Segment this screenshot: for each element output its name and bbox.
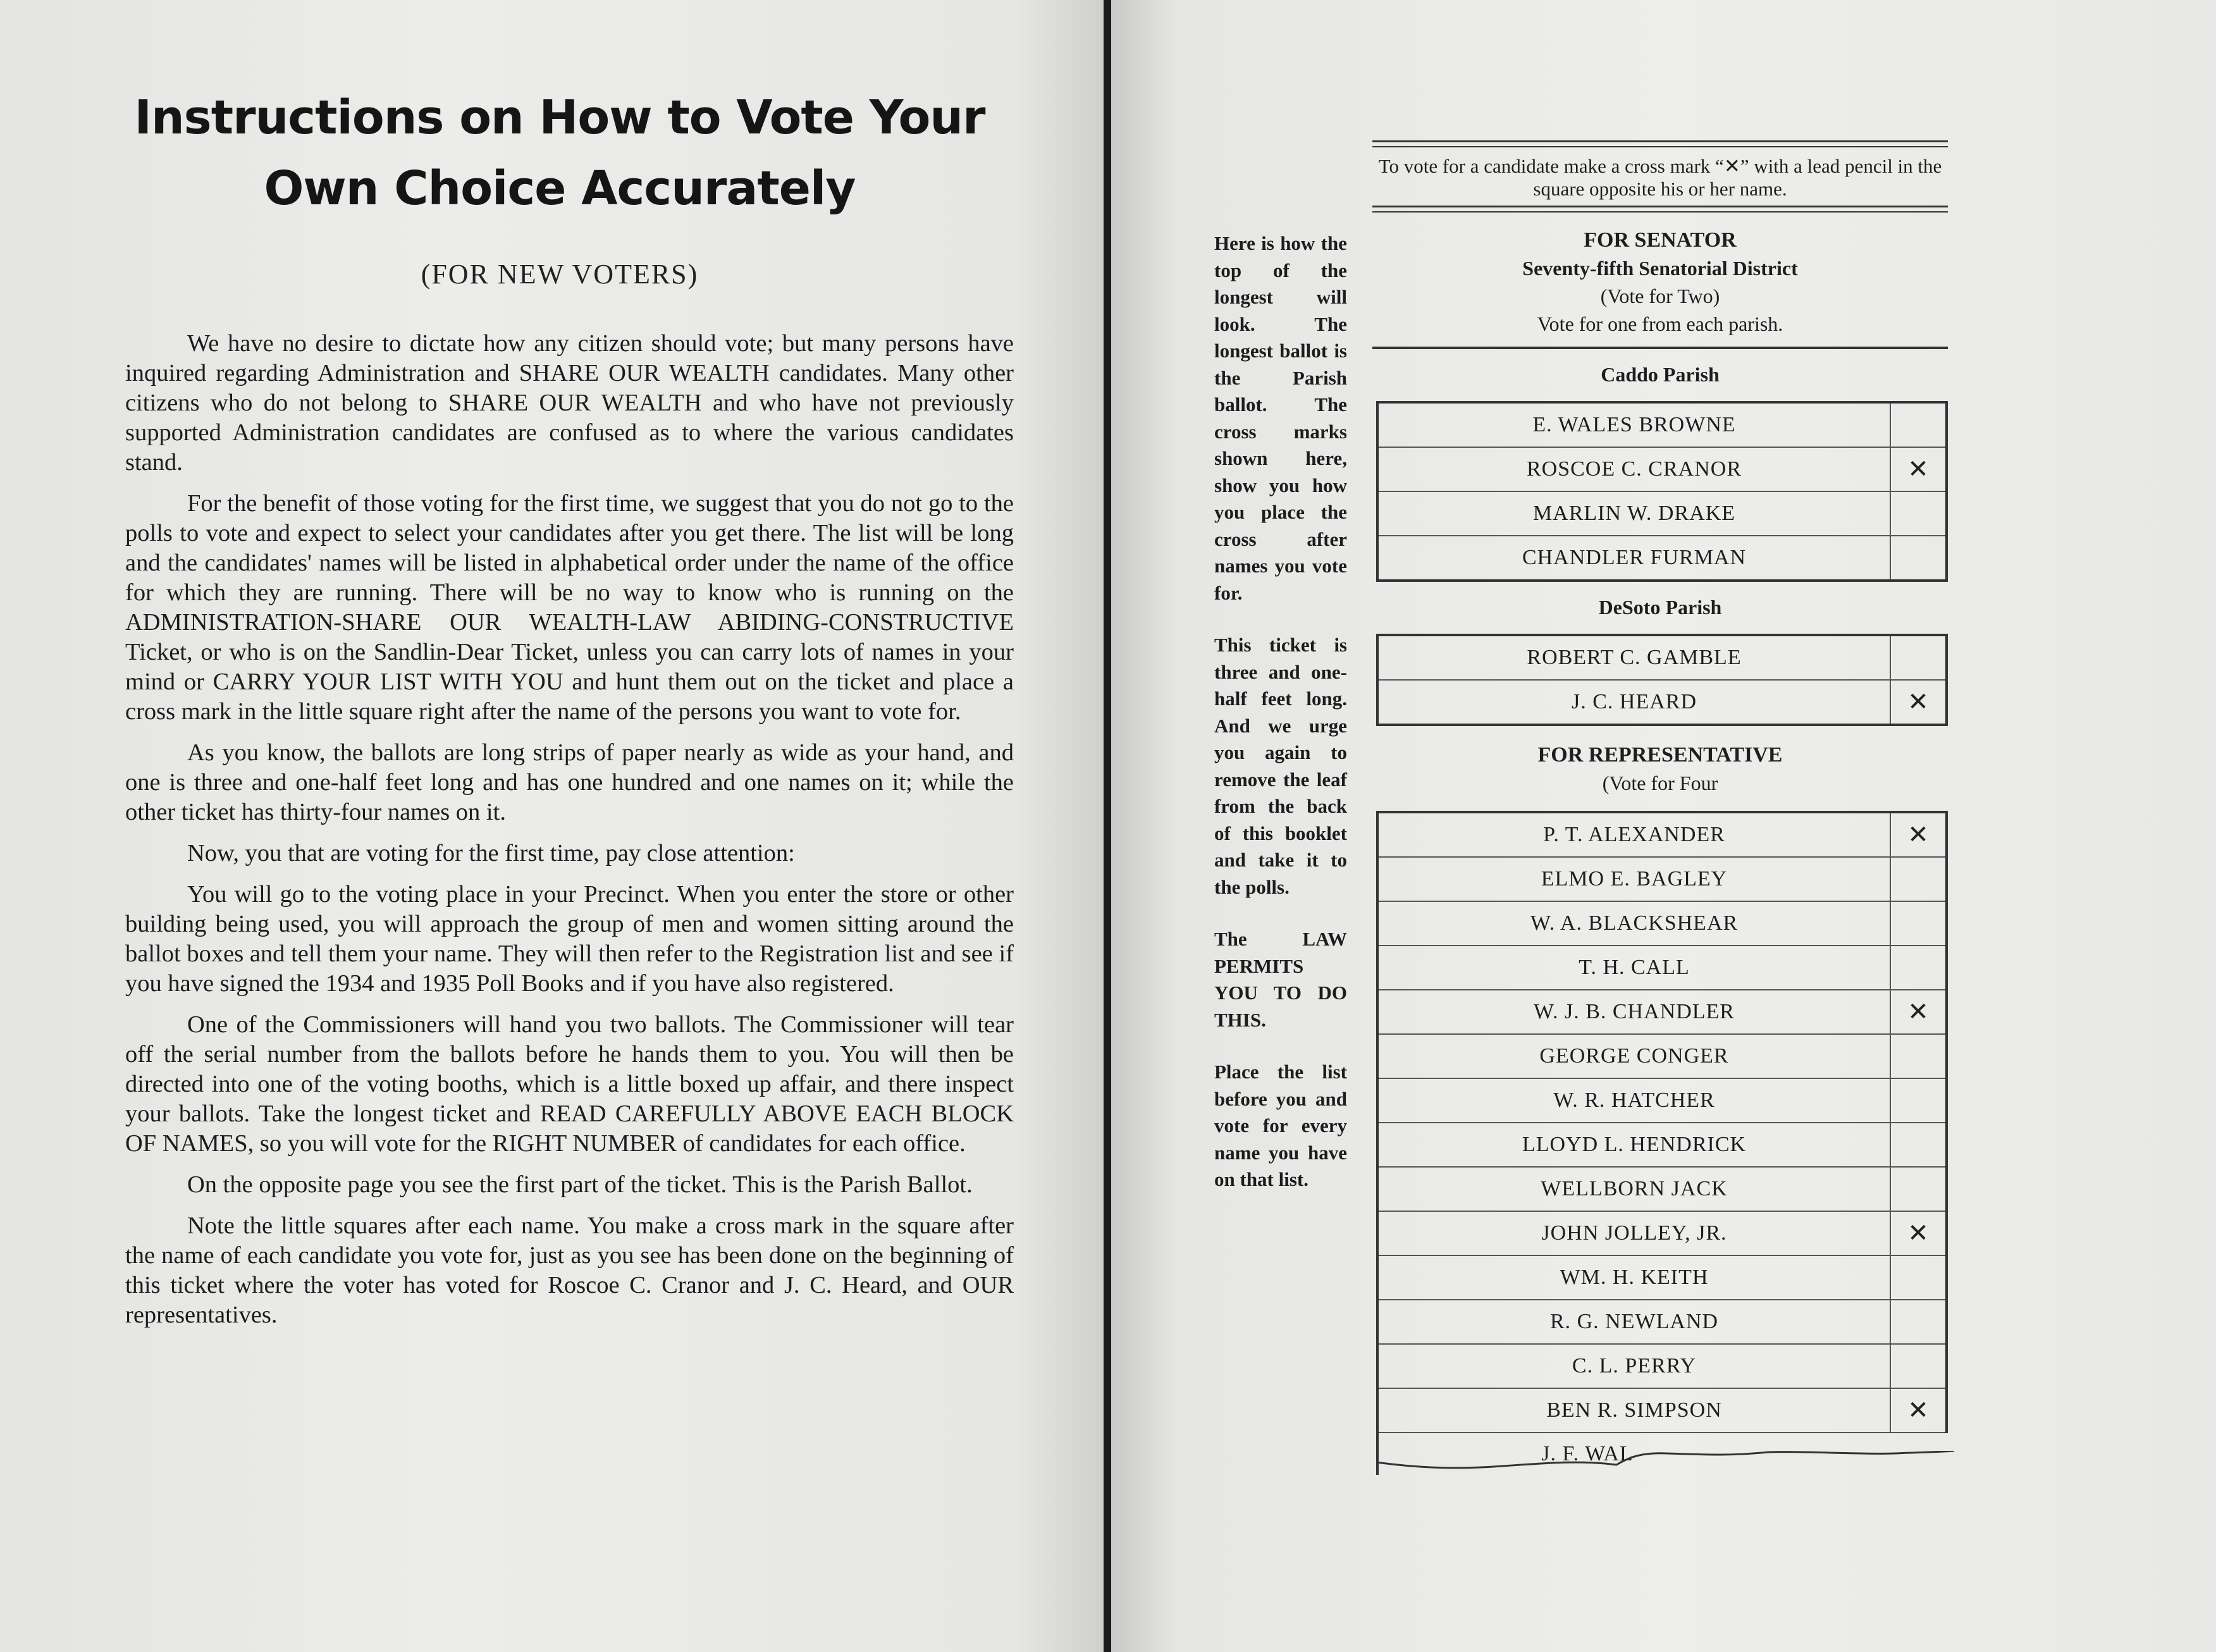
vote-square[interactable]	[1891, 1168, 1945, 1211]
paragraph: Now, you that are voting for the first time, pay close attention:	[187, 840, 795, 866]
parish-note: Vote for one from each parish.	[1537, 312, 1783, 335]
vote-square[interactable]	[1891, 636, 1945, 679]
candidate-row	[1379, 813, 1945, 858]
margin-paragraph: The LAW PERMITS YOU TO DO THIS.	[1214, 928, 1347, 1031]
left-page	[0, 0, 1104, 1652]
candidate-name: BEN R. SIMPSON	[1379, 1389, 1891, 1432]
margin-note	[1214, 230, 1347, 1219]
candidate-row	[1379, 448, 1945, 492]
candidate-row	[1379, 1300, 1945, 1345]
candidate-name: JOHN JOLLEY, JR.	[1379, 1212, 1891, 1255]
candidate-row	[1379, 1123, 1945, 1168]
paragraph: You will go to the voting place in your Precinct. When you enter the store or other building being used, you will approach the group of men and women sitting around the ballot boxes and tell them your name. They will then refer to the Registration list and see if you have signed the 1934 and 1935 Poll Books and if you have also registered.	[125, 881, 1014, 997]
candidate-row	[1379, 636, 1945, 681]
margin-paragraph: Here is how the top of the longest will look. The longest ballot is the Parish ballot. The cross marks shown here, show you how you place the cross after names you vote for.	[1214, 232, 1347, 604]
paragraph: We have no desire to dictate how any citizen should vote; but many persons have inquired regarding Administration and SHARE OUR WEALTH candidates. Many other citizens who do not belong to SHARE OUR WEALTH and who have not previously supported Administration candidates are confused as to where the various candidates stand.	[125, 330, 1014, 476]
vote-count-note: (Vote for Four	[1602, 772, 1718, 794]
candidate-name: E. WALES BROWNE	[1379, 404, 1891, 447]
page-subtitle: (FOR NEW VOTERS)	[421, 259, 699, 290]
parish-heading-caddo: Caddo Parish	[1601, 363, 1720, 386]
vote-square[interactable]	[1891, 1300, 1945, 1343]
candidate-name: C. L. PERRY	[1379, 1345, 1891, 1388]
book-spine	[1104, 0, 1111, 1652]
vote-count-note: (Vote for Two)	[1600, 285, 1720, 307]
vote-square-marked[interactable]: ✕	[1907, 455, 1929, 484]
candidate-name: WM. H. KEITH	[1379, 1256, 1891, 1299]
office-heading-senator: FOR SENATOR	[1584, 228, 1737, 252]
candidate-row	[1379, 1345, 1945, 1389]
divider	[1372, 347, 1948, 349]
office-heading-representative: FOR REPRESENTATIVE	[1537, 743, 1783, 767]
margin-paragraph: Place the list before you and vote for every name you have on that list.	[1214, 1061, 1347, 1190]
paragraph: Note the little squares after each name. You make a cross mark in the square after the name of each candidate you vote for, just as you see has been done on the beginning of this ticket where the voter has voted for Roscoe C. Cranor and J. C. Heard, and OUR representatives.	[125, 1212, 1014, 1328]
candidate-name: J. F. WAL	[1541, 1442, 1634, 1465]
candidate-row	[1379, 858, 1945, 902]
vote-square[interactable]	[1891, 536, 1945, 579]
candidate-row	[1379, 902, 1945, 946]
vote-square-marked[interactable]: ✕	[1907, 997, 1929, 1026]
torn-edge-line	[1376, 1451, 1954, 1482]
candidate-name: J. C. HEARD	[1379, 681, 1891, 724]
candidate-name: GEORGE CONGER	[1379, 1035, 1891, 1078]
page-title: Instructions on How to Vote Your Own Choice Accurately	[134, 90, 985, 216]
sample-ballot	[1372, 140, 1948, 1475]
vote-square[interactable]	[1891, 946, 1945, 989]
candidate-row	[1379, 1212, 1945, 1256]
candidate-name: R. G. NEWLAND	[1379, 1300, 1891, 1343]
candidate-box-caddo	[1376, 401, 1948, 582]
candidate-name: W. A. BLACKSHEAR	[1379, 902, 1891, 945]
paragraph: One of the Commissioners will hand you two ballots. The Commissioner will tear off the serial number from the ballots before he hands them to you. You will then be directed into one of the voting booths, which is a little boxed up affair, and there inspect your ballots. Take the longest ticket and READ CAREFULLY ABOVE EACH BLOCK OF NAMES, so you will vote for the RIGHT NUMBER of candidates for each office.	[125, 1011, 1014, 1157]
vote-square[interactable]	[1891, 1256, 1945, 1299]
margin-paragraph: This ticket is three and one-half feet long. And we urge you again to remove the leaf from the back of this booklet and take it to the polls.	[1214, 634, 1347, 898]
candidate-name: LLOYD L. HENDRICK	[1379, 1123, 1891, 1166]
candidate-row	[1379, 492, 1945, 536]
candidate-box-desoto	[1376, 634, 1948, 726]
candidate-name: ROSCOE C. CRANOR	[1379, 448, 1891, 491]
instructions-body	[125, 329, 1014, 1341]
candidate-row	[1379, 536, 1945, 579]
vote-square[interactable]	[1891, 1035, 1945, 1078]
candidate-row	[1379, 681, 1945, 724]
candidate-name: WELLBORN JACK	[1379, 1168, 1891, 1211]
district-label: Seventy-fifth Senatorial District	[1522, 257, 1798, 280]
vote-square-marked[interactable]: ✕	[1907, 820, 1929, 849]
paragraph: For the benefit of those voting for the first time, we suggest that you do not go to the polls to vote and expect to select your candidates after you get there. The list will be long and the candidates' names will be listed in alphabetical order under the name of the office for which they are running. There will be no way to know who is running on the ADMINISTRATION-SHARE OUR WEALTH-LAW ABIDING-CONSTRUCTIVE Ticket, or who is on the Sandlin-Dear Ticket, unless you can carry lots of names in your mind or CARRY YOUR LIST WITH YOU and hunt them out on the ticket and place a cross mark in the little square right after the name of the persons you want to vote for.	[125, 490, 1014, 725]
candidate-name: CHANDLER FURMAN	[1379, 536, 1891, 579]
candidate-name: W. R. HATCHER	[1379, 1079, 1891, 1122]
vote-square[interactable]	[1891, 1079, 1945, 1122]
candidate-row	[1379, 990, 1945, 1035]
paragraph: As you know, the ballots are long strips of paper nearly as wide as your hand, and one is three and one-half feet long and has one hundred and one names on it; while the other ticket has thirty-four names on it.	[125, 739, 1014, 825]
vote-square-marked[interactable]: ✕	[1907, 1219, 1929, 1248]
candidate-name: P. T. ALEXANDER	[1379, 813, 1891, 856]
vote-square[interactable]	[1891, 902, 1945, 945]
parish-heading-desoto: DeSoto Parish	[1598, 596, 1722, 619]
candidate-row	[1379, 1256, 1945, 1300]
vote-square[interactable]	[1891, 492, 1945, 535]
candidate-row	[1379, 1079, 1945, 1123]
candidate-row	[1379, 946, 1945, 990]
vote-square[interactable]	[1891, 1123, 1945, 1166]
candidate-name: T. H. CALL	[1379, 946, 1891, 989]
candidate-name: W. J. B. CHANDLER	[1379, 990, 1891, 1033]
candidate-row	[1379, 1168, 1945, 1212]
candidate-row	[1379, 1389, 1945, 1433]
divider	[1372, 206, 1948, 213]
vote-square[interactable]	[1891, 1345, 1945, 1388]
candidate-name: ROBERT C. GAMBLE	[1379, 636, 1891, 679]
candidate-box-representative	[1376, 811, 1948, 1433]
torn-candidate-row	[1376, 1433, 1948, 1475]
candidate-name: MARLIN W. DRAKE	[1379, 492, 1891, 535]
ballot-instruction: To vote for a candidate make a cross mark “✕” with a lead pencil in the square opposite his or her name.	[1378, 155, 1942, 200]
paragraph: On the opposite page you see the first part of the ticket. This is the Parish Ballot.	[187, 1171, 973, 1198]
candidate-row	[1379, 1035, 1945, 1079]
candidate-name: ELMO E. BAGLEY	[1379, 858, 1891, 901]
vote-square-marked[interactable]: ✕	[1907, 687, 1929, 717]
vote-square[interactable]	[1891, 404, 1945, 447]
divider	[1372, 140, 1948, 147]
candidate-row	[1379, 404, 1945, 448]
vote-square[interactable]	[1891, 858, 1945, 901]
vote-square-marked[interactable]: ✕	[1907, 1396, 1929, 1425]
